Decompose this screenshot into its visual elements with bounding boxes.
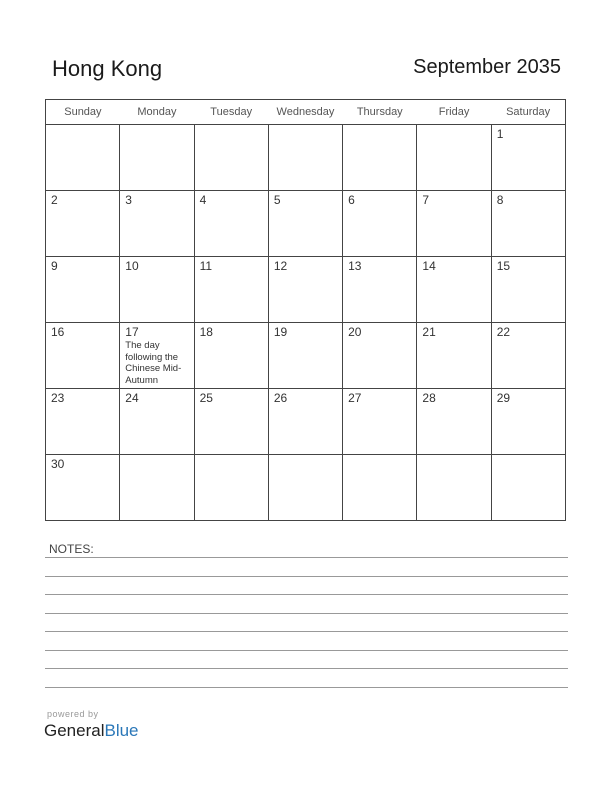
day-number: 18 bbox=[199, 325, 213, 339]
day-number: 12 bbox=[273, 259, 288, 273]
calendar-grid bbox=[45, 99, 566, 521]
day-number: 24 bbox=[125, 391, 139, 405]
day-cell bbox=[46, 257, 120, 323]
day-cell bbox=[343, 257, 417, 323]
day-cell bbox=[120, 323, 194, 389]
day-cell bbox=[268, 389, 342, 455]
empty-day-cell bbox=[343, 125, 417, 191]
day-cell bbox=[46, 389, 120, 455]
brand-general-text: General bbox=[44, 721, 105, 740]
calendar-week-row bbox=[46, 191, 566, 257]
day-cell bbox=[417, 257, 491, 323]
weekday-header-row bbox=[46, 100, 566, 125]
calendar-week-row bbox=[46, 455, 566, 521]
weekday-monday: Monday bbox=[120, 100, 194, 125]
empty-day-cell bbox=[268, 125, 342, 191]
day-number: 26 bbox=[273, 391, 288, 405]
day-cell bbox=[268, 323, 342, 389]
calendar-week-row bbox=[46, 125, 566, 191]
day-number: 25 bbox=[199, 391, 213, 405]
empty-day-cell bbox=[417, 125, 491, 191]
day-cell bbox=[491, 257, 565, 323]
day-cell bbox=[491, 323, 565, 389]
notes-label: NOTES: bbox=[49, 542, 94, 556]
day-number: 15 bbox=[496, 259, 511, 273]
day-number: 5 bbox=[273, 193, 281, 207]
region-title: Hong Kong bbox=[52, 56, 163, 81]
weekday-friday: Friday bbox=[417, 100, 491, 125]
empty-day-cell bbox=[343, 455, 417, 521]
day-cell bbox=[194, 191, 268, 257]
day-number: 2 bbox=[51, 193, 58, 207]
day-number: 3 bbox=[125, 193, 132, 207]
note-line bbox=[45, 650, 568, 651]
day-number: 10 bbox=[125, 259, 139, 273]
day-number: 22 bbox=[496, 325, 511, 339]
day-cell bbox=[268, 191, 342, 257]
day-number: 6 bbox=[348, 193, 355, 207]
empty-day-cell bbox=[46, 125, 120, 191]
day-cell bbox=[120, 257, 194, 323]
weekday-thursday: Thursday bbox=[343, 100, 417, 125]
brand-logo[interactable] bbox=[44, 721, 139, 741]
day-number: 20 bbox=[348, 325, 362, 339]
day-number: 17 bbox=[125, 325, 139, 339]
day-cell bbox=[343, 323, 417, 389]
note-line bbox=[45, 631, 568, 632]
empty-day-cell bbox=[120, 125, 194, 191]
note-line bbox=[45, 668, 568, 669]
day-number: 13 bbox=[348, 259, 362, 273]
calendar-week-row bbox=[46, 323, 566, 389]
day-number: 21 bbox=[422, 325, 436, 339]
day-cell bbox=[491, 191, 565, 257]
calendar-body bbox=[46, 125, 566, 521]
empty-day-cell bbox=[268, 455, 342, 521]
empty-day-cell bbox=[194, 125, 268, 191]
day-number: 4 bbox=[199, 193, 207, 207]
day-number: 14 bbox=[422, 259, 436, 273]
day-cell bbox=[491, 125, 565, 191]
day-cell bbox=[194, 257, 268, 323]
day-cell bbox=[46, 455, 120, 521]
calendar-week-row bbox=[46, 257, 566, 323]
day-number: 30 bbox=[51, 457, 65, 471]
weekday-wednesday: Wednesday bbox=[268, 100, 342, 125]
empty-day-cell bbox=[120, 455, 194, 521]
weekday-tuesday: Tuesday bbox=[194, 100, 268, 125]
day-cell bbox=[120, 191, 194, 257]
day-number: 27 bbox=[348, 391, 362, 405]
day-number: 23 bbox=[51, 391, 65, 405]
holiday-label: The day following the Chinese Mid-Autumn bbox=[125, 340, 182, 386]
day-number: 29 bbox=[496, 391, 511, 405]
day-cell bbox=[194, 389, 268, 455]
empty-day-cell bbox=[417, 455, 491, 521]
weekday-sunday: Sunday bbox=[46, 100, 120, 125]
powered-by-text: powered by bbox=[47, 709, 99, 719]
day-number: 19 bbox=[273, 325, 288, 339]
day-number: 16 bbox=[51, 325, 65, 339]
empty-day-cell bbox=[194, 455, 268, 521]
day-cell bbox=[194, 323, 268, 389]
empty-day-cell bbox=[491, 455, 565, 521]
note-line bbox=[45, 557, 568, 558]
day-number: 9 bbox=[51, 259, 58, 273]
day-number: 8 bbox=[496, 193, 504, 207]
day-cell bbox=[417, 389, 491, 455]
note-line bbox=[45, 594, 568, 595]
day-number: 28 bbox=[422, 391, 436, 405]
day-cell bbox=[417, 191, 491, 257]
day-cell bbox=[417, 323, 491, 389]
day-cell bbox=[343, 191, 417, 257]
note-line bbox=[45, 576, 568, 577]
day-cell bbox=[120, 389, 194, 455]
day-cell bbox=[343, 389, 417, 455]
day-cell bbox=[268, 257, 342, 323]
note-line bbox=[45, 687, 568, 688]
day-number: 7 bbox=[422, 193, 430, 207]
brand-blue-text: Blue bbox=[104, 721, 139, 740]
day-number: 11 bbox=[199, 259, 213, 273]
day-number: 1 bbox=[496, 127, 504, 141]
calendar-week-row bbox=[46, 389, 566, 455]
day-cell bbox=[491, 389, 565, 455]
day-cell bbox=[46, 323, 120, 389]
weekday-saturday: Saturday bbox=[491, 100, 565, 125]
month-title: September 2035 bbox=[413, 56, 561, 78]
note-line bbox=[45, 613, 568, 614]
day-cell bbox=[46, 191, 120, 257]
